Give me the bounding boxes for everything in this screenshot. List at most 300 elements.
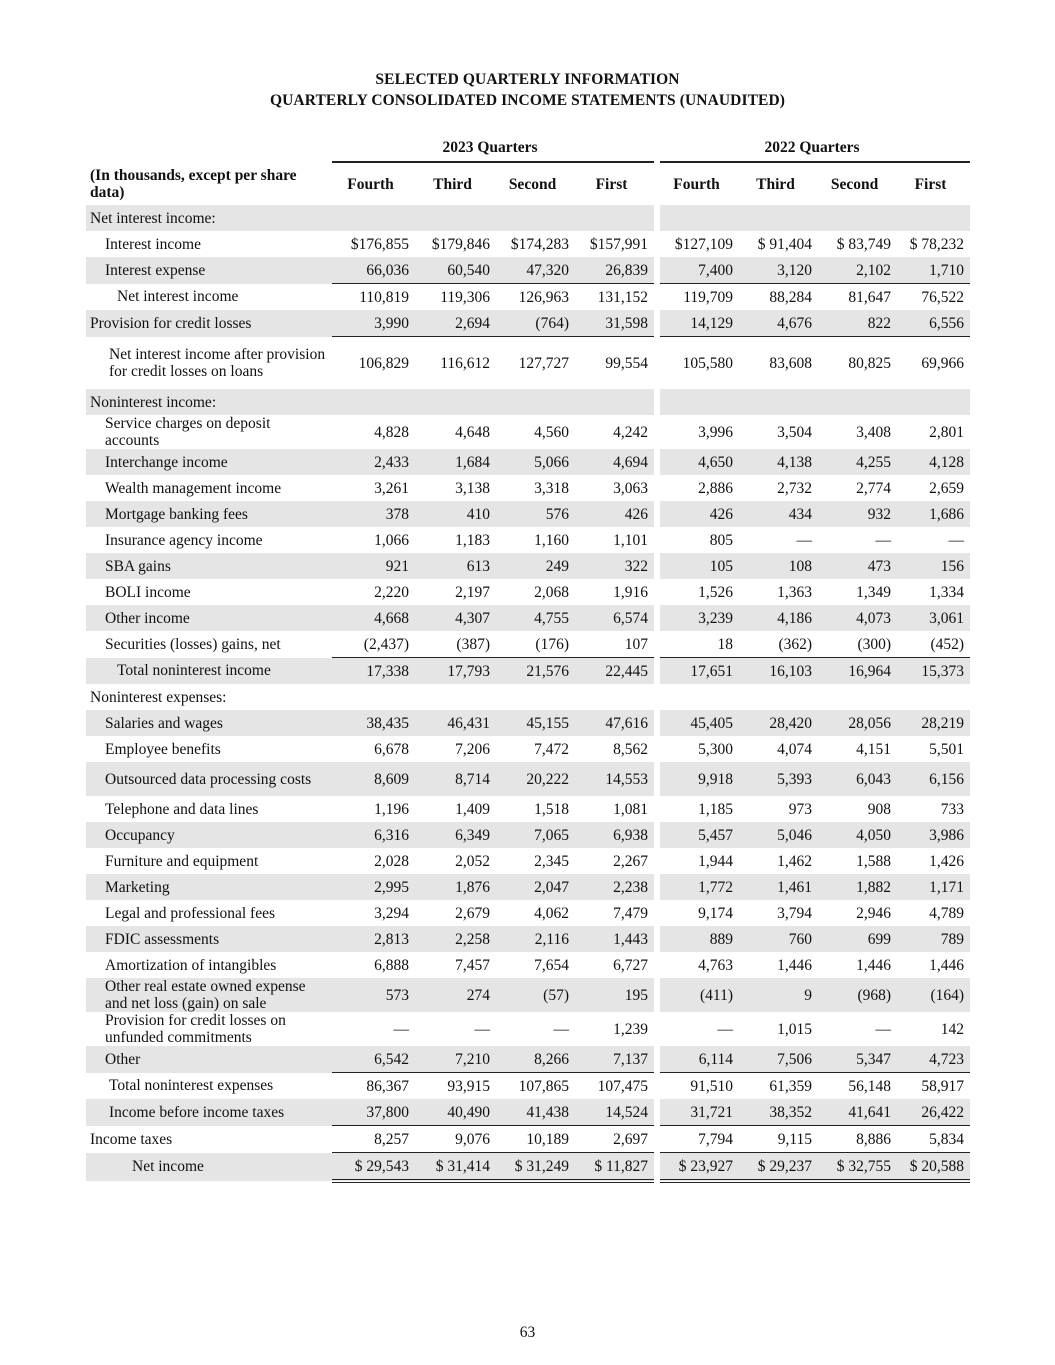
table-cell xyxy=(897,205,970,231)
table-cell: 14,524 xyxy=(575,1099,654,1126)
row-label: Salaries and wages xyxy=(86,710,332,736)
table-cell: 105 xyxy=(660,553,739,579)
table-row xyxy=(86,978,970,1012)
table-row xyxy=(86,900,970,926)
table-cell: 1,461 xyxy=(739,874,818,900)
table-cell: $179,846 xyxy=(431,235,490,253)
table-cell: 7,457 xyxy=(455,956,490,974)
table-cell: 1,409 xyxy=(455,800,490,818)
table-cell: 789 xyxy=(897,926,970,952)
table-cell: 3,261 xyxy=(374,479,409,497)
table-cell: 22,445 xyxy=(575,658,654,685)
table-cell: — xyxy=(875,531,892,549)
row-label: Provision for credit losses on unfunded commitments xyxy=(105,1012,286,1046)
table-cell: 2,886 xyxy=(698,479,734,497)
table-cell: 16,103 xyxy=(739,658,818,685)
table-cell: $176,855 xyxy=(350,235,409,253)
table-cell xyxy=(332,205,415,231)
table-cell: 3,063 xyxy=(613,479,649,497)
row-label: Occupancy xyxy=(86,822,332,848)
table-cell xyxy=(818,684,897,710)
table-cell xyxy=(496,389,575,415)
row-label: Service charges on deposit accounts xyxy=(105,415,271,449)
table-row xyxy=(86,579,970,605)
table-row xyxy=(86,501,970,527)
row-label: Interest expense xyxy=(86,257,332,284)
table-cell: 3,318 xyxy=(534,479,569,497)
table-cell xyxy=(897,684,970,710)
table-cell: 5,046 xyxy=(739,822,818,848)
header-label: (In thousands, except per share data) xyxy=(90,166,297,201)
table-row xyxy=(86,231,970,257)
table-cell: 2,197 xyxy=(455,583,490,601)
table-cell: 760 xyxy=(739,926,818,952)
table-cell: 2,028 xyxy=(374,852,409,870)
table-cell: 1,916 xyxy=(613,583,649,601)
table-row xyxy=(86,1126,970,1153)
table-cell: 5,834 xyxy=(897,1126,970,1153)
table-cell: 4,062 xyxy=(534,904,569,922)
table-cell xyxy=(660,389,739,415)
table-cell: 1,171 xyxy=(897,874,970,900)
table-cell: 1,015 xyxy=(777,1020,813,1038)
table-cell xyxy=(415,389,496,415)
table-cell: 1,588 xyxy=(856,852,892,870)
table-cell: 1,066 xyxy=(374,531,409,549)
table-cell: 107 xyxy=(575,631,654,658)
table-row xyxy=(86,796,970,822)
table-cell: (164) xyxy=(897,978,970,1012)
table-cell: 1,334 xyxy=(929,583,965,601)
table-cell: 7,400 xyxy=(660,257,739,284)
table-cell: 126,963 xyxy=(518,288,569,306)
table-cell: $174,283 xyxy=(510,235,569,253)
table-cell: 378 xyxy=(332,501,415,527)
table-cell xyxy=(818,205,897,231)
table-row xyxy=(86,1099,970,1126)
table-cell: 91,510 xyxy=(690,1077,734,1095)
table-cell: 40,490 xyxy=(415,1099,496,1126)
table-cell: 8,886 xyxy=(818,1126,897,1153)
row-label: BOLI income xyxy=(105,583,191,601)
table-cell: 7,654 xyxy=(534,956,569,974)
table-row xyxy=(86,527,970,553)
table-cell: 973 xyxy=(788,800,813,818)
table-cell: 66,036 xyxy=(332,257,415,284)
table-row xyxy=(86,389,970,415)
table-cell: 1,882 xyxy=(818,874,897,900)
table-cell: (300) xyxy=(818,631,897,658)
table-cell: 119,306 xyxy=(440,288,490,306)
table-cell: 4,050 xyxy=(818,822,897,848)
table-row xyxy=(86,631,970,658)
table-cell: 6,349 xyxy=(415,822,496,848)
table-cell: 18 xyxy=(660,631,739,658)
table-cell: 2,102 xyxy=(818,257,897,284)
table-cell: 4,755 xyxy=(496,605,575,631)
table-cell: 38,352 xyxy=(739,1099,818,1126)
table-cell xyxy=(496,684,575,710)
table-cell: 4,650 xyxy=(660,449,739,475)
table-cell: 47,320 xyxy=(496,257,575,284)
table-row xyxy=(86,684,970,710)
table-cell: 1,446 xyxy=(777,956,813,974)
table-cell: $ 29,237 xyxy=(739,1153,818,1182)
table-cell: 322 xyxy=(575,553,654,579)
table-cell: 2,267 xyxy=(613,852,649,870)
table-cell: 434 xyxy=(739,501,818,527)
table-cell: 699 xyxy=(818,926,897,952)
table-cell: 107,475 xyxy=(597,1077,649,1095)
table-cell: 1,183 xyxy=(455,531,490,549)
table-cell: 60,540 xyxy=(415,257,496,284)
table-row xyxy=(86,205,970,231)
table-cell: (764) xyxy=(496,310,575,337)
table-cell: 41,641 xyxy=(818,1099,897,1126)
table-cell: (411) xyxy=(660,978,739,1012)
table-row xyxy=(86,257,970,284)
row-label: Marketing xyxy=(86,874,332,900)
table-row xyxy=(86,1153,970,1182)
table-cell: 45,155 xyxy=(496,710,575,736)
table-cell xyxy=(496,205,575,231)
table-row xyxy=(86,952,970,978)
report-title: SELECTED QUARTERLY INFORMATION xyxy=(375,71,680,88)
table-cell: 26,839 xyxy=(575,257,654,284)
table-row xyxy=(86,310,970,337)
table-cell: 7,065 xyxy=(496,822,575,848)
table-cell: 17,793 xyxy=(415,658,496,685)
table-cell: $ 83,749 xyxy=(836,235,892,253)
table-cell: 7,137 xyxy=(575,1046,654,1073)
row-label: Amortization of intangibles xyxy=(105,956,277,974)
table-cell: 4,151 xyxy=(856,740,892,758)
table-cell: 733 xyxy=(940,800,965,818)
table-cell: 4,128 xyxy=(897,449,970,475)
table-cell: 28,219 xyxy=(897,710,970,736)
table-cell: 93,915 xyxy=(447,1077,490,1095)
table-cell: 3,504 xyxy=(777,423,813,441)
table-cell: 426 xyxy=(575,501,654,527)
table-cell: 6,542 xyxy=(332,1046,415,1073)
table-cell: 5,393 xyxy=(739,762,818,796)
row-label: FDIC assessments xyxy=(86,926,332,952)
table-cell: $ 32,755 xyxy=(818,1153,897,1182)
table-cell: 17,651 xyxy=(660,658,739,685)
table-cell: 2,774 xyxy=(856,479,892,497)
table-cell: 6,938 xyxy=(575,822,654,848)
table-cell: (2,437) xyxy=(332,631,415,658)
table-cell: 7,794 xyxy=(660,1126,739,1153)
table-cell xyxy=(415,205,496,231)
table-cell: 9 xyxy=(739,978,818,1012)
row-label: Interest income xyxy=(105,235,201,253)
table-cell: 142 xyxy=(940,1020,965,1038)
table-cell: 4,073 xyxy=(818,605,897,631)
table-cell: 8,257 xyxy=(332,1126,415,1153)
table-cell: 4,648 xyxy=(455,423,490,441)
row-label: Outsourced data processing costs xyxy=(86,762,332,796)
table-cell: (968) xyxy=(818,978,897,1012)
table-cell: 6,888 xyxy=(374,956,409,974)
table-cell xyxy=(739,205,818,231)
table-row xyxy=(86,553,970,579)
table-row xyxy=(86,874,970,900)
table-cell: 3,138 xyxy=(455,479,490,497)
table-cell: 4,242 xyxy=(613,423,649,441)
table-cell: — xyxy=(796,531,813,549)
report-subtitle: QUARTERLY CONSOLIDATED INCOME STATEMENTS (UNAUDITED) xyxy=(269,92,786,109)
table-row xyxy=(86,415,970,449)
row-label: Insurance agency income xyxy=(105,531,263,549)
table-cell: 7,210 xyxy=(415,1046,496,1073)
table-row xyxy=(86,736,970,762)
table-cell: 2,345 xyxy=(534,852,569,870)
table-cell: 2,433 xyxy=(332,449,415,475)
row-label: Other income xyxy=(86,605,332,631)
table-cell xyxy=(739,389,818,415)
table-cell: 1,446 xyxy=(929,956,965,974)
table-cell: 3,986 xyxy=(897,822,970,848)
table-cell: 8,714 xyxy=(415,762,496,796)
row-label: Total noninterest income xyxy=(86,658,332,685)
table-cell: 4,723 xyxy=(897,1046,970,1073)
column-header: Second xyxy=(508,175,557,193)
row-label: Noninterest expenses: xyxy=(90,688,227,706)
table-cell: 8,266 xyxy=(496,1046,575,1073)
table-cell: 2,995 xyxy=(332,874,415,900)
row-label: Net interest income after provision for credit losses on loans xyxy=(109,345,326,380)
table-row xyxy=(86,822,970,848)
table-cell: 921 xyxy=(332,553,415,579)
row-label: SBA gains xyxy=(86,553,332,579)
table-cell xyxy=(897,389,970,415)
column-header: Third xyxy=(433,175,472,193)
table-cell xyxy=(332,684,415,710)
table-cell: 3,061 xyxy=(897,605,970,631)
table-cell: 805 xyxy=(709,531,734,549)
table-cell: 2,220 xyxy=(374,583,409,601)
table-cell: $ 29,543 xyxy=(332,1153,415,1182)
group-header-2022: 2022 Quarters xyxy=(660,139,970,162)
table-cell: (452) xyxy=(897,631,970,658)
table-cell: 31,598 xyxy=(575,310,654,337)
table-row xyxy=(86,658,970,685)
table-cell: $127,109 xyxy=(674,235,734,253)
table-cell: 908 xyxy=(867,800,892,818)
row-label: Mortgage banking fees xyxy=(86,501,332,527)
table-row xyxy=(86,605,970,631)
table-cell: 20,222 xyxy=(496,762,575,796)
table-cell: 46,431 xyxy=(415,710,496,736)
row-label: Employee benefits xyxy=(105,740,221,758)
row-label: Net income xyxy=(86,1153,332,1182)
table-cell: 2,732 xyxy=(777,479,813,497)
table-cell: 3,120 xyxy=(739,257,818,284)
table-cell: $ 31,249 xyxy=(496,1153,575,1182)
table-cell: 473 xyxy=(818,553,897,579)
row-label: Interchange income xyxy=(86,449,332,475)
table-cell: 127,727 xyxy=(518,354,569,372)
table-cell: 9,174 xyxy=(698,904,734,922)
table-cell: 156 xyxy=(897,553,970,579)
table-cell: 76,522 xyxy=(921,288,965,306)
table-cell: 47,616 xyxy=(575,710,654,736)
table-cell: $ 31,414 xyxy=(415,1153,496,1182)
table-row xyxy=(86,762,970,796)
table-cell: 17,338 xyxy=(332,658,415,685)
table-cell: 1,710 xyxy=(897,257,970,284)
table-cell xyxy=(660,205,739,231)
row-label: Legal and professional fees xyxy=(105,904,276,922)
table-row xyxy=(86,1046,970,1073)
table-cell: 3,408 xyxy=(856,423,892,441)
row-label: Net interest income: xyxy=(86,205,332,231)
row-label: Other real estate owned expense and net loss (gain) on sale xyxy=(86,978,332,1012)
table-row xyxy=(86,337,970,390)
table-cell: 1,684 xyxy=(415,449,496,475)
table-cell: 4,560 xyxy=(534,423,569,441)
table-cell: 110,819 xyxy=(359,288,409,306)
row-label: Noninterest income: xyxy=(86,389,332,415)
table-cell: 3,794 xyxy=(777,904,813,922)
table-cell: (387) xyxy=(415,631,496,658)
table-cell: 249 xyxy=(496,553,575,579)
table-cell: 1,526 xyxy=(698,583,734,601)
table-cell: $157,991 xyxy=(589,235,649,253)
table-cell: 5,347 xyxy=(818,1046,897,1073)
table-cell: 889 xyxy=(660,926,739,952)
table-cell: 45,405 xyxy=(660,710,739,736)
table-cell: 1,363 xyxy=(777,583,813,601)
table-cell: 31,721 xyxy=(660,1099,739,1126)
table-cell: 4,138 xyxy=(739,449,818,475)
table-cell: 14,129 xyxy=(660,310,739,337)
table-cell: 7,506 xyxy=(739,1046,818,1073)
table-cell: 58,917 xyxy=(921,1077,965,1095)
table-cell: 131,152 xyxy=(597,288,649,306)
table-cell: — xyxy=(393,1020,409,1038)
table-cell: 4,789 xyxy=(929,904,965,922)
table-cell: 3,294 xyxy=(374,904,409,922)
column-header: Fourth xyxy=(673,175,720,193)
table-cell: 116,612 xyxy=(440,354,490,372)
table-row xyxy=(86,284,970,311)
table-cell: 2,052 xyxy=(455,852,490,870)
table-cell: 107,865 xyxy=(518,1077,569,1095)
row-label: Provision for credit losses xyxy=(86,310,332,337)
table-cell: 2,801 xyxy=(929,423,965,441)
table-cell: $ 91,404 xyxy=(757,235,813,253)
row-label: Income before income taxes xyxy=(86,1099,332,1126)
table-cell: 6,727 xyxy=(613,956,649,974)
table-cell: 37,800 xyxy=(332,1099,415,1126)
table-cell: 2,813 xyxy=(332,926,415,952)
table-cell: 4,694 xyxy=(575,449,654,475)
table-cell xyxy=(660,684,739,710)
row-label: Other xyxy=(86,1046,332,1073)
table-cell: 1,196 xyxy=(374,800,409,818)
table-cell xyxy=(575,389,654,415)
table-cell: 26,422 xyxy=(897,1099,970,1126)
table-cell: 2,679 xyxy=(455,904,490,922)
table-row xyxy=(86,926,970,952)
table-cell: 426 xyxy=(660,501,739,527)
table-cell: 1,876 xyxy=(415,874,496,900)
table-cell: 932 xyxy=(818,501,897,527)
table-cell: 106,829 xyxy=(358,354,409,372)
table-cell: 6,316 xyxy=(332,822,415,848)
table-cell: 6,574 xyxy=(575,605,654,631)
table-row xyxy=(86,710,970,736)
table-cell: 2,258 xyxy=(415,926,496,952)
table-cell: 88,284 xyxy=(769,288,813,306)
table-cell: 9,115 xyxy=(739,1126,818,1153)
table-cell: 4,828 xyxy=(374,423,409,441)
table-cell: 1,518 xyxy=(534,800,569,818)
table-cell: 274 xyxy=(415,978,496,1012)
table-cell: 86,367 xyxy=(366,1077,409,1095)
table-cell: 5,501 xyxy=(929,740,965,758)
table-cell: 4,307 xyxy=(415,605,496,631)
table-cell xyxy=(739,684,818,710)
group-header-2023: 2023 Quarters xyxy=(332,139,654,162)
table-cell: 10,189 xyxy=(496,1126,575,1153)
row-label: Furniture and equipment xyxy=(105,852,259,870)
table-cell: 8,609 xyxy=(332,762,415,796)
table-cell: — xyxy=(553,1020,569,1038)
table-cell: 1,081 xyxy=(613,800,649,818)
table-cell: 6,156 xyxy=(897,762,970,796)
table-cell: — xyxy=(948,531,965,549)
table-cell: 2,946 xyxy=(856,904,892,922)
table-cell: 61,359 xyxy=(769,1077,813,1095)
table-row xyxy=(86,449,970,475)
table-cell: (176) xyxy=(496,631,575,658)
table-row xyxy=(86,848,970,874)
table-cell: 8,562 xyxy=(613,740,649,758)
row-label: Wealth management income xyxy=(105,479,282,497)
table-cell xyxy=(332,389,415,415)
table-cell: 1,101 xyxy=(613,531,649,549)
table-cell: 7,472 xyxy=(534,740,569,758)
row-label: Income taxes xyxy=(90,1130,173,1148)
table-cell: 410 xyxy=(415,501,496,527)
column-header: First xyxy=(914,175,947,193)
table-cell: 69,966 xyxy=(921,354,965,372)
table-cell xyxy=(818,389,897,415)
table-cell: 1,446 xyxy=(856,956,892,974)
table-cell: 9,076 xyxy=(415,1126,496,1153)
table-cell: 56,148 xyxy=(848,1077,892,1095)
table-cell: 14,553 xyxy=(575,762,654,796)
table-cell: 5,300 xyxy=(698,740,734,758)
table-cell: 83,608 xyxy=(769,354,813,372)
table-cell: 80,825 xyxy=(848,354,892,372)
row-label: Securities (losses) gains, net xyxy=(105,635,281,653)
table-cell: $ 20,588 xyxy=(897,1153,970,1182)
table-cell: 4,255 xyxy=(818,449,897,475)
table-cell: 2,697 xyxy=(575,1126,654,1153)
table-cell: (57) xyxy=(496,978,575,1012)
column-header: Second xyxy=(830,175,879,193)
table-cell: $ 11,827 xyxy=(575,1153,654,1182)
column-header: First xyxy=(595,175,628,193)
table-cell: 105,580 xyxy=(682,354,734,372)
table-cell: 1,185 xyxy=(698,800,734,818)
table-cell: 1,349 xyxy=(856,583,892,601)
table-cell: — xyxy=(717,1020,734,1038)
